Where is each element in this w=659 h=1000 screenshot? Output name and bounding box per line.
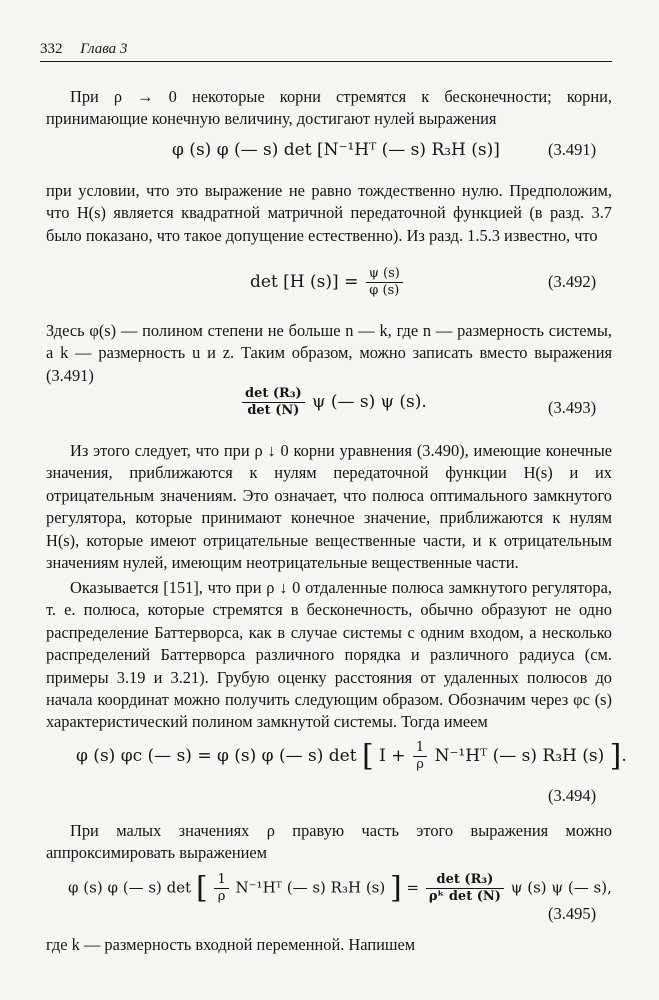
eq4-frac-num: 1	[413, 740, 427, 757]
paragraph-4: Из этого следует, что при ρ ↓ 0 корни уравнения (3.490), имеющие конечные значения, приближаются к нулям передаточной функции H(s) и их отрицательным значениям. Это означает, что полюса оптимального замкнутого регулятора, которые принимают конечное значение, приближаются к нулям H(s), которые имеют отрицательные вещественные части, и к отрицательным значениям нулей, имеющим неотрицательные вещественные части.	[46, 441, 612, 573]
equation-3-495	[68, 872, 612, 905]
page-header	[40, 40, 612, 58]
eq4-fraction	[413, 740, 427, 773]
paragraph-7: где k — размерность входной переменной. Напишем	[46, 935, 416, 954]
page-number: 332	[40, 41, 63, 57]
equation-number-3-494: (3.494)	[548, 786, 597, 805]
eq5-den2: ρᵏ det (N)	[428, 889, 501, 904]
eq4-tail: .	[621, 746, 627, 766]
eq2-numerator: ψ (s)	[366, 266, 403, 283]
eq5-inner: N⁻¹Hᵀ (— s) R₃H (s)	[235, 878, 386, 897]
eq4-right-bracket: ]	[609, 738, 622, 774]
eq3-rest: ψ (— s) ψ (s).	[312, 392, 427, 412]
eq5-rest: ψ (s) ψ (— s),	[510, 878, 612, 897]
eq3-fraction	[242, 386, 305, 419]
eq4-left-bracket: [	[361, 738, 374, 774]
header-rule	[40, 61, 612, 62]
chapter-title: Глава 3	[80, 41, 128, 57]
equation-number-3-491: (3.491)	[548, 140, 597, 159]
equation-number-3-492: (3.492)	[548, 272, 597, 291]
eq4-lhs: φ (s) φc (— s) = φ (s) φ (— s) det	[76, 746, 357, 766]
eq4-frac-den: ρ	[416, 757, 424, 772]
eq2-lhs: det [H (s)] =	[250, 272, 359, 292]
eq5-fraction-2	[426, 872, 504, 905]
eq4-inner-b: N⁻¹Hᵀ (— s) R₃H (s)	[434, 746, 605, 766]
eq5-right-bracket: ]	[390, 870, 402, 906]
eq5-lhs: φ (s) φ (— s) det	[68, 878, 192, 897]
equation-number-3-495: (3.495)	[548, 904, 597, 923]
eq2-fraction	[366, 266, 403, 299]
eq2-denominator: φ (s)	[369, 283, 400, 298]
eq5-frac-num: 1	[214, 872, 228, 889]
eq4-inner-a: I +	[379, 746, 406, 766]
equation-3-492	[250, 266, 405, 299]
paragraph-5: Оказывается [151], что при ρ ↓ 0 отдаленные полюса замкнутого регулятора, т. е. полюса, которые стремятся в бесконечность, обычно образуют не одно распределение Баттерворса, как в случае системы с одним входом, а несколько распределений Баттерворса различного порядка и различного радиуса (см. примеры 3.19 и 3.21). Грубую оценку расстояния от удаленных полюсов до начала координат можно получить следующим образом. Обозначим через φc (s) характеристический полином замкнутой системы. Тогда имеем	[46, 578, 612, 732]
eq5-fraction	[214, 872, 228, 905]
paragraph-1: При ρ → 0 некоторые корни стремятся к бесконечности; корни, принимающие конечную величину, достигают нулей выражения	[46, 87, 612, 129]
paragraph-6: При малых значениях ρ правую часть этого выражения можно аппроксимировать выражением	[46, 821, 612, 863]
eq5-num2: det (R₃)	[426, 872, 504, 889]
eq5-equals: =	[406, 878, 420, 897]
equation-3-494	[76, 740, 627, 773]
paragraph-2: при условии, что это выражение не равно тождественно нулю. Предположим, что H(s) является квадратной матричной передаточной функцией (в разд. 3.7 было показано, что такое допущение естественно). Из разд. 1.5.3 известно, что	[46, 181, 612, 245]
eq3-denominator: det (N)	[247, 403, 300, 418]
paragraph-3: Здесь φ(s) — полином степени не больше n — k, где n — размерность системы, а k — размерность u и z. Таким образом, можно записать вместо выражения (3.491)	[46, 321, 612, 385]
eq5-left-bracket: [	[195, 870, 208, 906]
eq3-numerator: det (R₃)	[242, 386, 305, 403]
equation-3-491: φ (s) φ (— s) det [N⁻¹Hᵀ (— s) R₃H (s)]	[172, 140, 500, 160]
equation-number-3-493: (3.493)	[548, 398, 597, 417]
equation-3-493	[240, 386, 427, 419]
eq5-frac-den: ρ	[217, 889, 226, 904]
